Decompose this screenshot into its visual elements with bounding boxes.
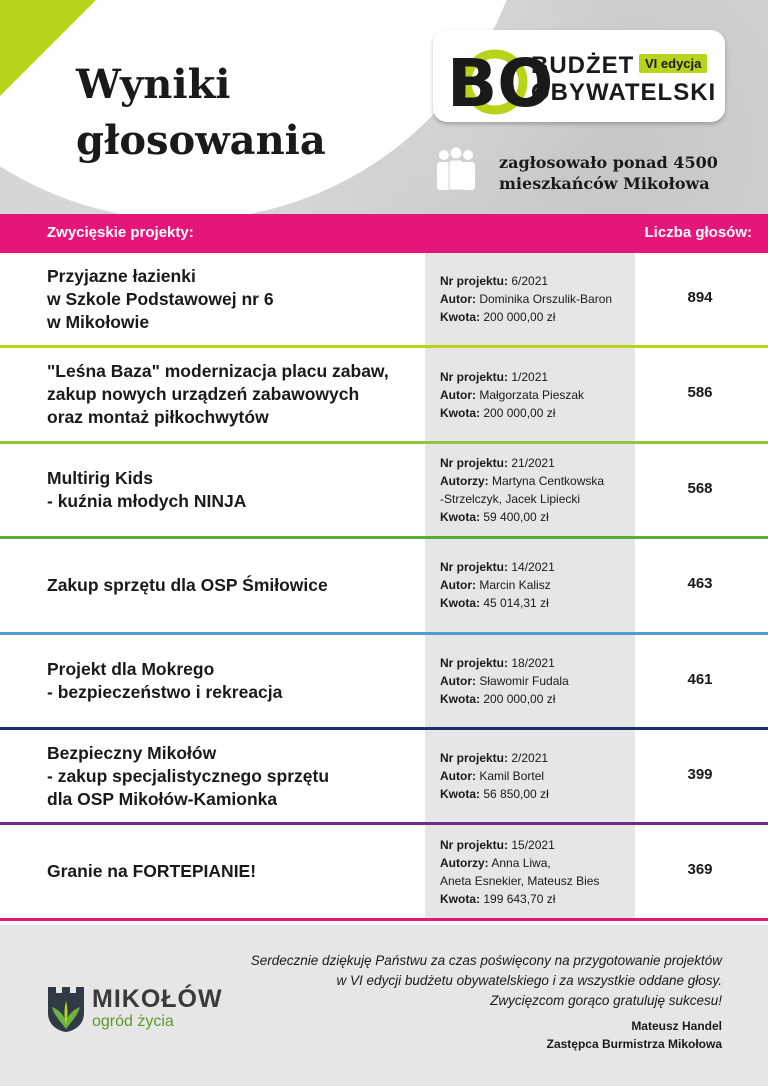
bo-logo-letters: BO	[447, 45, 554, 122]
signer-name: Mateusz Handel	[631, 1019, 722, 1033]
table-row	[0, 444, 768, 539]
project-number-value: 1/2021	[511, 369, 549, 384]
votes-count-header: Liczba głosów:	[644, 224, 752, 241]
project-amount	[440, 690, 630, 708]
project-amount-value: 56 850,00 zł	[483, 787, 549, 802]
header	[0, 0, 768, 214]
project-author-value: Anna Liwa,	[491, 855, 551, 870]
table-header	[0, 214, 768, 253]
project-author-label: Autor:	[440, 578, 476, 593]
project-name-line: oraz montaż piłkochwytów	[47, 407, 269, 428]
edition-badge: VI edycja	[639, 54, 707, 73]
project-amount-label: Kwota:	[440, 310, 480, 325]
project-number	[440, 454, 630, 472]
project-details	[440, 836, 630, 908]
project-name	[47, 467, 408, 513]
project-details	[440, 454, 630, 526]
project-author-label: Autor:	[440, 387, 476, 402]
project-number-label: Nr projektu:	[440, 837, 509, 852]
project-author-label: Autorzy:	[440, 473, 489, 488]
project-number	[440, 836, 630, 854]
project-author-continued: Aneta Esnekier, Mateusz Bies	[440, 873, 600, 888]
voters-line-1: zagłosowało ponad 4500	[499, 153, 718, 172]
project-details	[440, 272, 630, 326]
table-row	[0, 635, 768, 730]
signature-block	[547, 1017, 722, 1053]
footer	[0, 925, 768, 1086]
project-name-line: Granie na FORTEPIANIE!	[47, 861, 257, 882]
signer-title: Zastępca Burmistrza Mikołowa	[546, 1037, 722, 1051]
table-row	[0, 539, 768, 634]
project-name-line: zakup nowych urządzeń zabawowych	[47, 384, 360, 405]
project-amount-value: 45 014,31 zł	[483, 596, 549, 611]
voters-line-2: mieszkańców Mikołowa	[499, 174, 710, 193]
vote-count: 894	[687, 289, 713, 306]
project-details	[440, 368, 630, 422]
project-author	[440, 854, 630, 872]
project-name-line: dla OSP Mikołów-Kamionka	[47, 788, 278, 809]
project-amount-label: Kwota:	[440, 509, 480, 524]
project-author-continued: -Strzelczyk, Jacek Lipiecki	[440, 491, 581, 506]
project-author	[440, 386, 630, 404]
voters-count-text	[499, 152, 718, 194]
project-name	[47, 574, 408, 597]
vote-count: 463	[687, 575, 713, 593]
project-number-value: 21/2021	[511, 455, 555, 470]
project-author-value: Marcin Kalisz	[479, 578, 551, 593]
bo-logo-line-2: OBYWATELSKI	[531, 79, 717, 106]
project-amount-value: 59 400,00 zł	[483, 509, 549, 524]
project-amount	[440, 594, 630, 612]
winning-projects-header: Zwycięskie projekty:	[47, 224, 194, 241]
project-number-label: Nr projektu:	[440, 369, 509, 384]
project-author	[440, 290, 630, 308]
project-author-value: Małgorzata Pieszak	[479, 387, 585, 402]
project-amount-label: Kwota:	[440, 787, 480, 802]
project-author	[440, 576, 630, 594]
project-name-line: Przyjazne łazienki	[47, 265, 196, 286]
project-name-line: Zakup sprzętu dla OSP Śmiłowice	[47, 574, 328, 595]
vote-count: 586	[687, 384, 713, 402]
project-author	[440, 472, 630, 490]
project-amount	[440, 308, 630, 326]
project-name-line: "Leśna Baza" modernizacja placu zabaw,	[47, 361, 389, 382]
project-amount-label: Kwota:	[440, 691, 480, 706]
project-amount-value: 200 000,00 zł	[483, 691, 556, 706]
city-name: MIKOŁÓW	[92, 985, 223, 1013]
project-name-line: w Szkole Podstawowej nr 6	[47, 288, 274, 309]
thanks-message	[251, 951, 722, 1011]
project-author-label: Autor:	[440, 769, 476, 784]
project-amount-value: 200 000,00 zł	[483, 310, 556, 325]
project-name-line: Multirig Kids	[47, 467, 153, 488]
project-number	[440, 654, 630, 672]
project-amount	[440, 890, 630, 908]
title-line-2: głosowania	[76, 117, 326, 164]
page-title	[76, 57, 326, 169]
project-name	[47, 860, 408, 883]
project-name-line: Projekt dla Mokrego	[47, 658, 215, 679]
project-name-line: Bezpieczny Mikołów	[47, 742, 217, 763]
thanks-line-3: Zwycięzcom gorąco gratuluję sukcesu!	[490, 993, 722, 1008]
vote-count: 568	[687, 479, 713, 497]
people-group-icon	[436, 148, 476, 192]
project-name-line: - zakup specjalistycznego sprzętu	[47, 765, 330, 786]
table-row	[0, 825, 768, 920]
thanks-line-1: Serdecznie dziękuję Państwu za czas poświęcony na przygotowanie projektów	[250, 953, 722, 968]
city-tagline: ogród życia	[92, 1013, 174, 1030]
project-name	[47, 265, 408, 334]
project-name-line: w Mikołowie	[47, 311, 150, 332]
project-author-label: Autor:	[440, 292, 476, 307]
project-number	[440, 368, 630, 386]
vote-count: 369	[687, 861, 713, 879]
project-amount	[440, 404, 630, 422]
project-number-label: Nr projektu:	[440, 655, 509, 670]
vote-count: 461	[687, 670, 713, 688]
project-name	[47, 658, 408, 704]
project-number-label: Nr projektu:	[440, 751, 509, 766]
project-amount-value: 199 643,70 zł	[483, 891, 556, 906]
bo-logo-line-1: BUDŻET	[531, 52, 635, 79]
title-line-1: Wyniki	[76, 61, 231, 108]
bo-logo-mark-icon	[443, 36, 554, 122]
project-author-label: Autorzy:	[440, 855, 489, 870]
project-name-line: - kuźnia młodych NINJA	[47, 490, 247, 511]
project-author-value: Sławomir Fudala	[479, 673, 569, 688]
project-author-label: Autor:	[440, 673, 476, 688]
project-number-value: 15/2021	[511, 837, 555, 852]
vote-count: 399	[687, 766, 713, 783]
table-row	[0, 348, 768, 443]
row-divider	[0, 918, 768, 921]
project-number-label: Nr projektu:	[440, 455, 509, 470]
project-amount	[440, 508, 630, 526]
project-amount-label: Kwota:	[440, 405, 480, 420]
project-name	[47, 360, 408, 429]
city-crest-icon	[46, 985, 86, 1033]
project-number	[440, 558, 630, 576]
project-author-value: Kamil Bortel	[479, 769, 545, 784]
project-number-value: 14/2021	[511, 560, 555, 575]
project-details	[440, 558, 630, 612]
project-number-value: 6/2021	[511, 274, 549, 289]
project-amount	[440, 785, 630, 803]
project-number	[440, 272, 630, 290]
project-number-value: 18/2021	[511, 655, 555, 670]
project-author-value: Dominika Orszulik-Baron	[479, 292, 613, 307]
project-name-line: - bezpieczeństwo i rekreacja	[47, 681, 283, 702]
project-author	[440, 767, 630, 785]
table-row	[0, 730, 768, 825]
project-author-value: Martyna Centkowska	[492, 473, 605, 488]
project-amount-label: Kwota:	[440, 891, 480, 906]
project-details	[440, 749, 630, 803]
project-amount-label: Kwota:	[440, 596, 480, 611]
project-number-label: Nr projektu:	[440, 560, 509, 575]
project-number	[440, 749, 630, 767]
project-number-label: Nr projektu:	[440, 274, 509, 289]
project-amount-value: 200 000,00 zł	[483, 405, 556, 420]
project-details	[440, 654, 630, 708]
budzet-obywatelski-logo	[433, 30, 725, 122]
project-number-value: 2/2021	[511, 751, 549, 766]
table-row	[0, 253, 768, 348]
project-name	[47, 742, 408, 811]
project-author	[440, 672, 630, 690]
thanks-line-2: w VI edycji budżetu obywatelskiego i za wszystkie oddane głosy.	[336, 973, 722, 988]
